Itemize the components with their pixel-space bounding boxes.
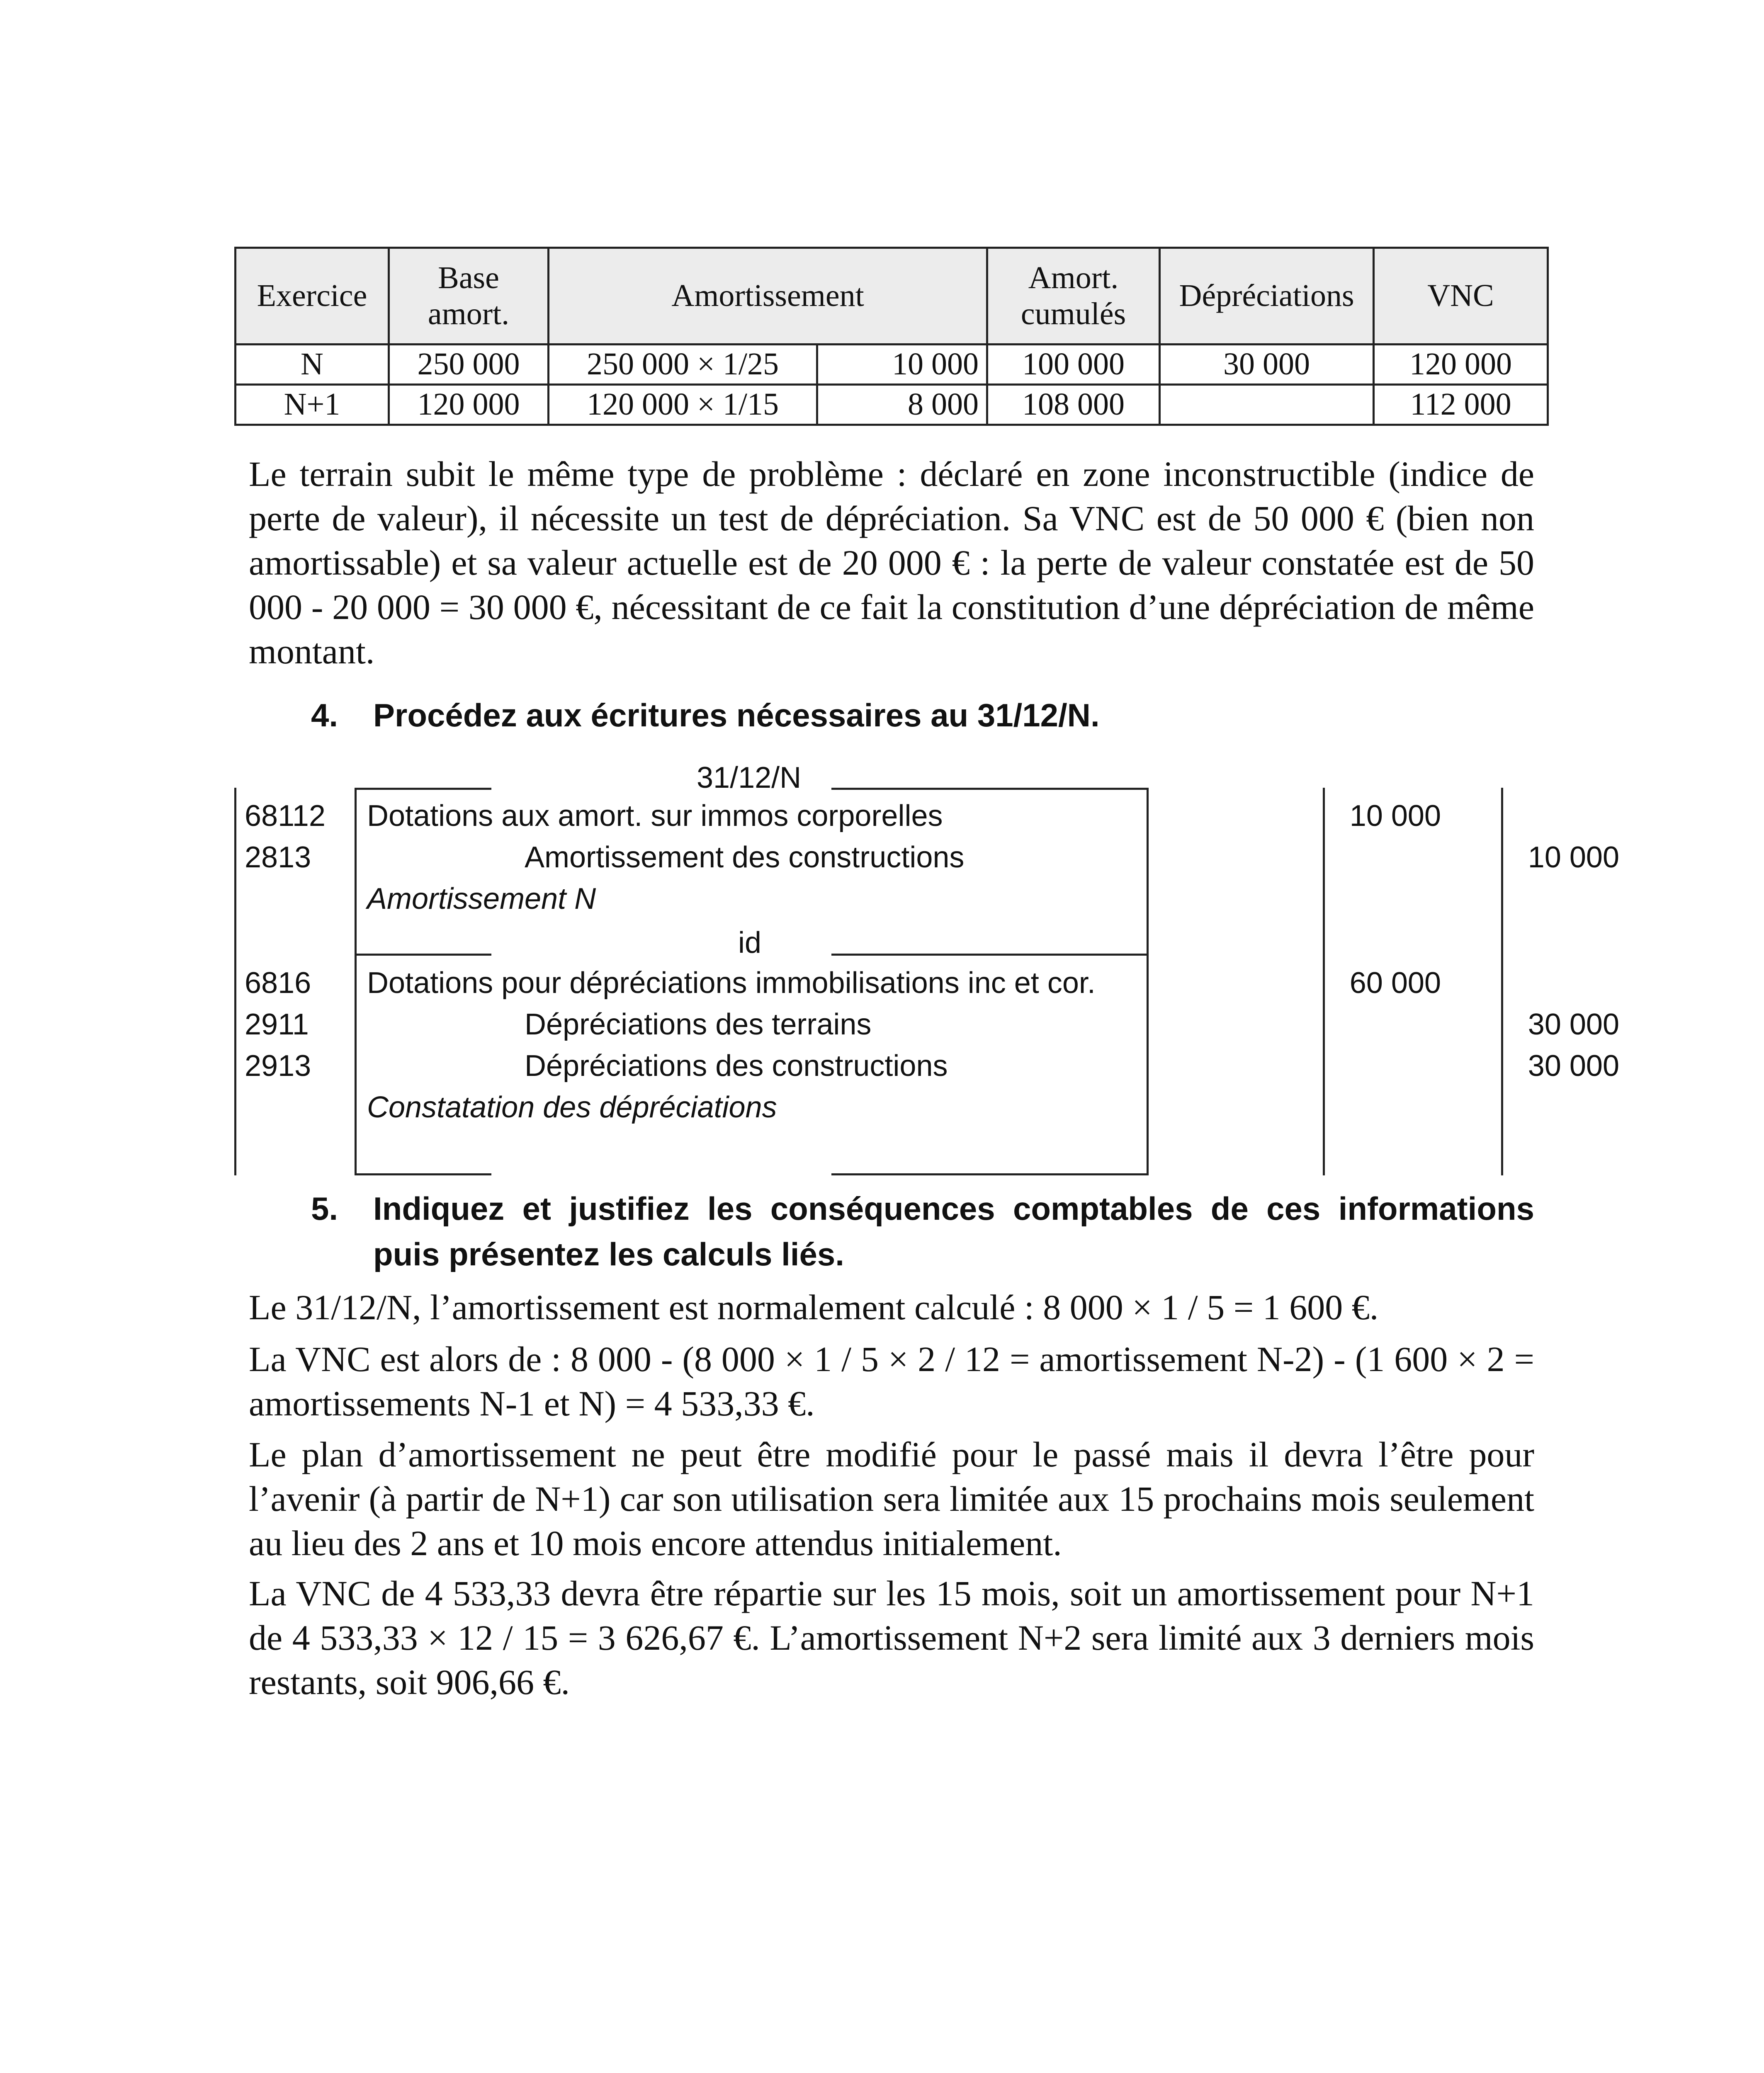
account-number: 6816 xyxy=(245,966,311,1000)
credit-amount: 10 000 xyxy=(1528,841,1619,874)
cell-vnc: 112 000 xyxy=(1374,385,1548,425)
account-number: 2813 xyxy=(245,841,311,874)
paragraph-repartition: La VNC de 4 533,33 devra être répartie sur les 15 mois, soit un amortissement pour N+1 de 4 533,33 × 12 / 15 = 3 626,67 €. L’amortissement N+2 sera limité aux 3 derniers mois restants, soit 906,66 €. xyxy=(249,1573,1534,1702)
cell-exercice: N+1 xyxy=(236,385,389,425)
entry-comment: Constatation des dépréciations xyxy=(367,1091,777,1124)
entry-comment: Amortissement N xyxy=(367,882,596,915)
account-label: Dotations aux amort. sur immos corporelles xyxy=(367,799,943,833)
cell-amount: 8 000 xyxy=(817,385,987,425)
credit-amount: 30 000 xyxy=(1528,1049,1619,1083)
table-row xyxy=(236,345,1548,385)
cell-base: 120 000 xyxy=(389,385,549,425)
table-header-row xyxy=(236,248,1548,345)
account-number: 2911 xyxy=(245,1008,309,1041)
cell-formula: 250 000 × 1/25 xyxy=(549,345,817,385)
account-number: 68112 xyxy=(245,799,326,833)
header-depreciations: Dépréciations xyxy=(1160,248,1374,345)
cell-depreciation: 30 000 xyxy=(1160,345,1374,385)
paragraph-vnc: La VNC est alors de : 8 000 - (8 000 × 1 / 5 × 2 / 12 = amortissement N-2) - (1 600 × 2 = amortissements N-1 et N) = 4 533,33 €. xyxy=(249,1339,1534,1423)
account-label: Amortissement des constructions xyxy=(525,841,965,874)
paragraph-terrain: Le terrain subit le même type de problème : déclaré en zone inconstructible (indice de perte de valeur), il nécessite un test de dépréciation. Sa VNC est de 50 000 € (bien non amortissable) et sa valeur actuelle est de 20 000 € : la perte de valeur constatée est de 50 000 - 20 000 = 30 000 €, nécessitant de ce fait la constitution d’une dépréciation de même montant. xyxy=(249,454,1534,671)
question-number: 4. xyxy=(311,697,338,733)
account-label: Dépréciations des terrains xyxy=(525,1008,872,1041)
header-vnc: VNC xyxy=(1374,248,1548,345)
account-label: Dotations pour dépréciations immobilisations inc et cor. xyxy=(367,966,1096,1000)
journal-rule xyxy=(355,788,357,1175)
debit-amount: 60 000 xyxy=(1349,966,1441,1000)
debit-amount: 10 000 xyxy=(1349,799,1441,833)
journal-date: 31/12/N xyxy=(697,761,802,794)
header-base: Base amort. xyxy=(389,248,549,345)
question-text: Procédez aux écritures nécessaires au 31/12/N. xyxy=(373,697,1100,733)
header-cumul: Amort. cumulés xyxy=(987,248,1160,345)
cell-cumul: 100 000 xyxy=(987,345,1160,385)
cell-vnc: 120 000 xyxy=(1374,345,1548,385)
cell-amount: 10 000 xyxy=(817,345,987,385)
account-label: Dépréciations des constructions xyxy=(525,1049,948,1083)
journal-rule xyxy=(234,788,236,1175)
cell-formula: 120 000 × 1/15 xyxy=(549,385,817,425)
journal-rule xyxy=(831,954,1149,956)
header-amortissement: Amortissement xyxy=(549,248,987,345)
journal-date: id xyxy=(738,926,762,959)
question-text: Indiquez et justifiez les conséquences comptables de ces informations puis présentez les calculs liés. xyxy=(373,1190,1534,1272)
cell-exercice: N xyxy=(236,345,389,385)
cell-cumul: 108 000 xyxy=(987,385,1160,425)
question-5 xyxy=(311,1186,1534,1277)
journal-rule xyxy=(831,788,1149,790)
question-4 xyxy=(311,692,1534,738)
journal-rule xyxy=(355,1173,491,1175)
paragraph-amortissement: Le 31/12/N, l’amortissement est normalement calculé : 8 000 × 1 / 5 = 1 600 €. xyxy=(249,1287,1379,1327)
journal-rule xyxy=(1147,788,1149,1175)
amortization-table xyxy=(234,247,1549,426)
cell-depreciation xyxy=(1160,385,1374,425)
header-exercice: Exercice xyxy=(236,248,389,345)
journal-rule xyxy=(831,1173,1149,1175)
account-number: 2913 xyxy=(245,1049,311,1083)
journal-rule xyxy=(355,954,491,956)
question-number: 5. xyxy=(311,1190,338,1227)
table-row xyxy=(236,385,1548,425)
journal-rule xyxy=(355,788,491,790)
journal-entries xyxy=(234,755,1619,1175)
paragraph-plan: Le plan d’amortissement ne peut être modifié pour le passé mais il devra l’être pour l’avenir (à partir de N+1) car son utilisation sera limitée aux 15 prochains mois seulement au lieu des 2 ans et 10 mois encore attendus initialement. xyxy=(249,1435,1534,1563)
credit-amount: 30 000 xyxy=(1528,1008,1619,1041)
cell-base: 250 000 xyxy=(389,345,549,385)
